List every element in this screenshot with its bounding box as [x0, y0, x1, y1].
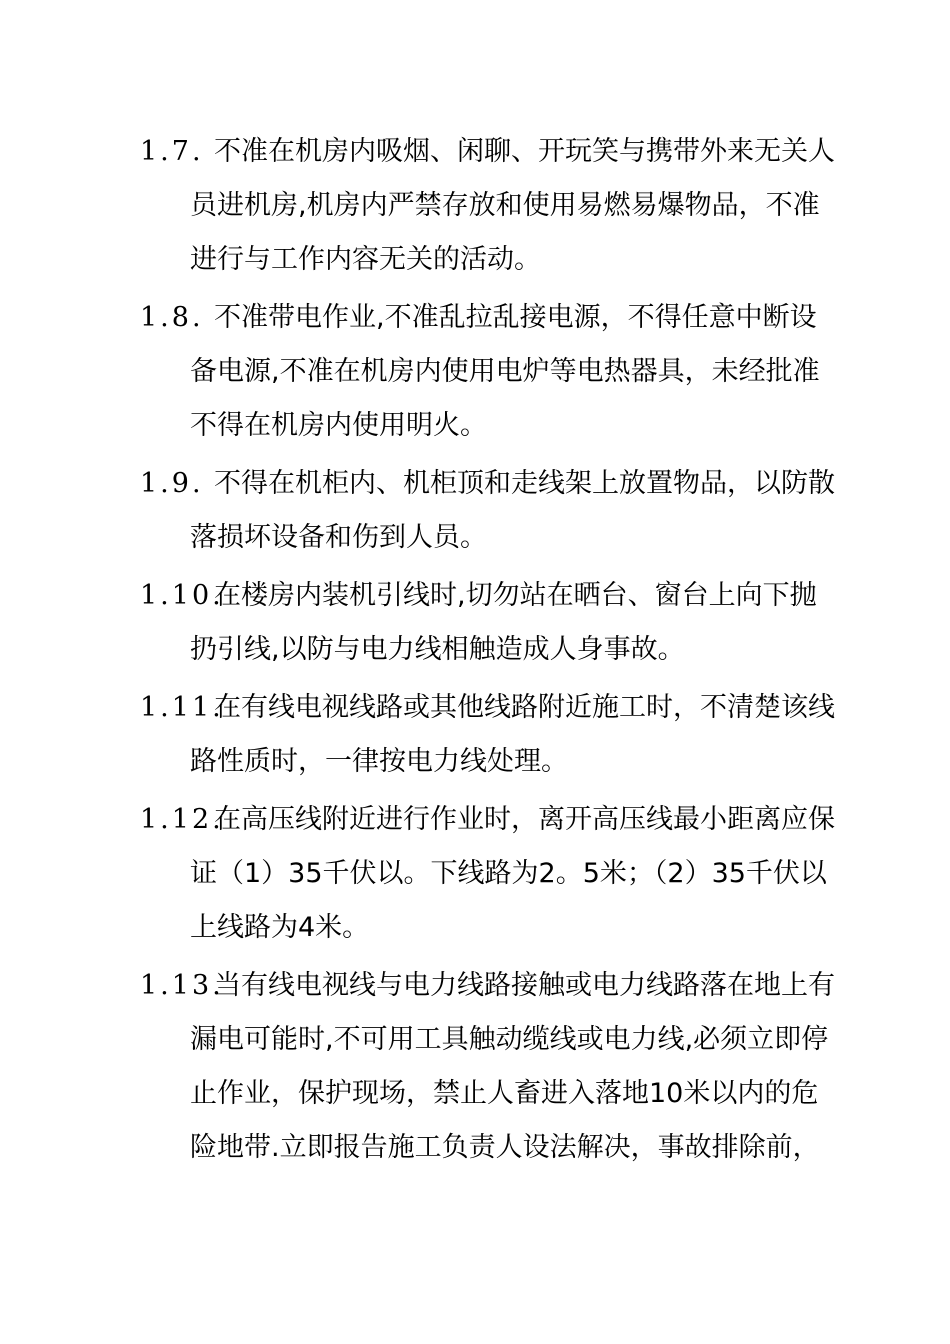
- clause-line: 不准在机房内吸烟、闲聊、开玩笑与携带外来无关人: [214, 136, 835, 167]
- clause-line: 进行与工作内容无关的活动。: [190, 244, 541, 275]
- clause-line: 落损坏设备和伤到人员。: [190, 522, 487, 553]
- clause-line: 不得在机房内使用明火。: [190, 410, 487, 441]
- clause-line: 险地带.立即报告施工负责人设法解决，事故排除前，: [190, 1132, 820, 1163]
- clause-line: 扔引线,以防与电力线相触造成人身事故。: [190, 634, 685, 665]
- clause-number: 1.13.: [140, 970, 224, 1001]
- clause-line: 在有线电视线路或其他线路附近施工时，不清楚该线: [214, 692, 835, 723]
- clause-line: 上线路为4米。: [190, 912, 370, 943]
- clause-number: 1.7.: [140, 136, 204, 167]
- clause-number: 1.11.: [140, 692, 224, 723]
- clause-number: 1.8.: [140, 302, 204, 333]
- clause-line: 在高压线附近进行作业时，离开高压线最小距离应保: [214, 804, 835, 835]
- clause-line: 路性质时，一律按电力线处理。: [190, 746, 568, 777]
- clause-number: 1.10.: [140, 580, 224, 611]
- clause-line: 当有线电视线与电力线路接触或电力线路落在地上有: [214, 970, 835, 1001]
- clause-line: 漏电可能时,不可用工具触动缆线或电力线,必须立即停: [190, 1024, 829, 1055]
- clause-line: 不准带电作业,不准乱拉乱接电源，不得任意中断设: [214, 302, 817, 333]
- clause-number: 1.9.: [140, 468, 204, 499]
- clause-line: 员进机房,机房内严禁存放和使用易燃易爆物品，不准: [190, 190, 820, 221]
- clause-line: 止作业，保护现场，禁止人畜进入落地10米以内的危: [190, 1078, 819, 1109]
- clause-line: 备电源,不准在机房内使用电炉等电热器具，未经批准: [190, 356, 820, 387]
- clause-line: 在楼房内装机引线时,切勿站在晒台、窗台上向下抛: [214, 580, 817, 611]
- clause-line: 不得在机柜内、机柜顶和走线架上放置物品，以防散: [214, 468, 835, 499]
- clause-line: 证（1）35千伏以。下线路为2。5米；（2）35千伏以: [190, 858, 827, 889]
- clause-number: 1.12.: [140, 804, 224, 835]
